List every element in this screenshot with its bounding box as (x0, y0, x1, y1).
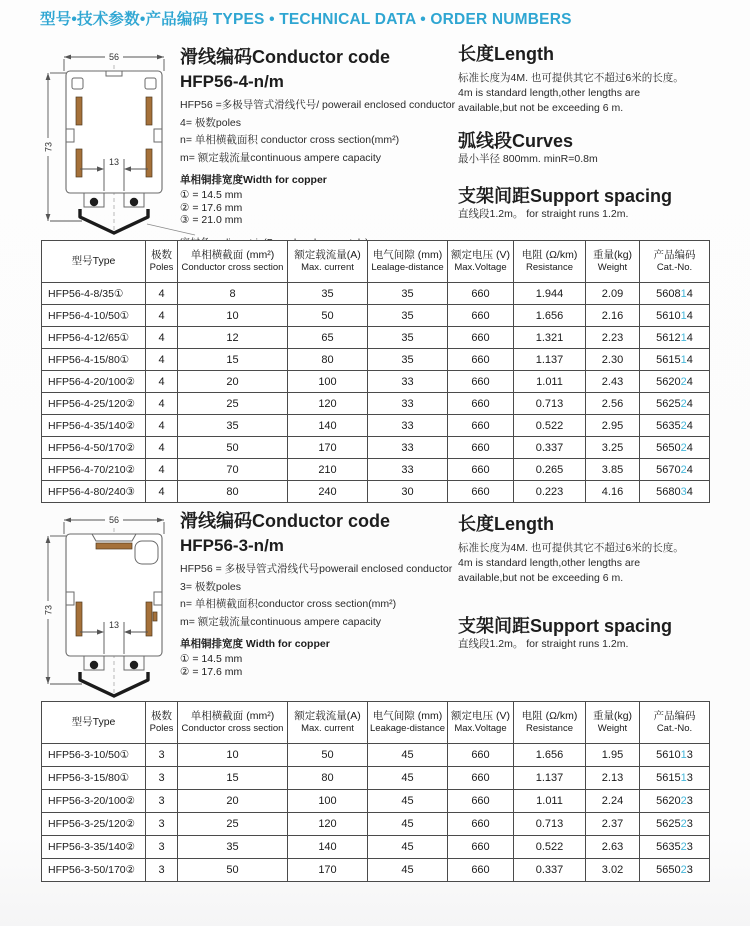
table-row (42, 767, 710, 790)
cat-no-cell (640, 859, 710, 882)
max-current-cell: 170 (288, 437, 368, 459)
cat-no-segment: 5612 (656, 331, 681, 344)
type-cell: HFP56-4-80/240③ (42, 481, 146, 503)
cross-section-cell: 15 (178, 349, 288, 371)
cat-no-cell (640, 349, 710, 371)
type-cell: HFP56-3-20/100② (42, 790, 146, 813)
col-header-poles: 极数 Poles (146, 241, 178, 283)
max-voltage-cell: 660 (448, 767, 514, 790)
cat-no-cell (640, 305, 710, 327)
cat-no-segment: 3 (686, 818, 693, 830)
info-line: 直线段1.2m。 for straight runs 1.2m. (458, 638, 629, 650)
weight-cell: 2.09 (586, 283, 640, 305)
max-voltage-cell: 660 (448, 371, 514, 393)
cat-no-segment: 3 (686, 841, 693, 853)
max-current-cell: 120 (288, 393, 368, 415)
cat-no-segment: 4 (686, 397, 693, 410)
cross-section-cell: 50 (178, 437, 288, 459)
poles-cell: 3 (146, 744, 178, 767)
leakage-distance-cell: 33 (368, 415, 448, 437)
copper-tab (153, 612, 157, 621)
poles-cell: 3 (146, 767, 178, 790)
table-row (42, 459, 710, 481)
cat-no-segment: 3 (686, 749, 693, 761)
resistance-cell: 0.337 (514, 859, 586, 882)
code-legend-line: 4= 极数poles (180, 116, 241, 129)
cat-no-highlight-digit: 2 (680, 864, 687, 876)
dimension-label-height: 73 (43, 141, 54, 153)
leakage-distance-cell: 35 (368, 283, 448, 305)
cat-no-highlight-digit: 2 (680, 841, 687, 853)
col-header-leakage-distance: 电气间隙 (mm) Lealage-distance (368, 241, 448, 283)
weight-cell: 2.16 (586, 305, 640, 327)
copper-width-option: ① = 14.5 mm (180, 653, 243, 665)
cat-no-segment: 5620 (656, 375, 681, 388)
poles-cell: 3 (146, 813, 178, 836)
copper-width-option: ③ = 21.0 mm (180, 214, 243, 226)
info-line: available,but not be exceeding 6 m. (458, 102, 624, 114)
cross-section-cell: 25 (178, 393, 288, 415)
col-header-resistance: 电阻 (Ω/km) Resistance (514, 241, 586, 283)
info-line: 最小半径 800mm. minR=0.8m (458, 153, 598, 165)
code-legend-line: HFP56 = 多极导管式滑线代号powerail enclosed conductor (180, 563, 453, 575)
info-line: available,but not be exceeding 6 m. (458, 572, 624, 584)
leakage-distance-cell: 30 (368, 481, 448, 503)
poles-cell: 4 (146, 459, 178, 481)
cat-no-segment: 3 (686, 864, 693, 876)
type-cell: HFP56-4-35/140② (42, 415, 146, 437)
weight-cell: 1.95 (586, 744, 640, 767)
copper-bar (146, 149, 152, 177)
info-title: 支架间距Support spacing (458, 616, 673, 636)
max-current-cell: 100 (288, 790, 368, 813)
header-row (42, 702, 710, 744)
type-cell: HFP56-3-15/80① (42, 767, 146, 790)
table-row (42, 305, 710, 327)
poles-cell: 3 (146, 836, 178, 859)
table-row (42, 481, 710, 503)
leakage-distance-cell: 33 (368, 371, 448, 393)
poles-cell: 4 (146, 437, 178, 459)
info-title: 支架间距Support spacing (458, 186, 673, 206)
rail-cross-section-4pole-diagram (34, 45, 196, 237)
weight-cell: 2.13 (586, 767, 640, 790)
poles-cell: 4 (146, 305, 178, 327)
cat-no-segment: 5650 (656, 441, 681, 454)
resistance-cell: 0.265 (514, 459, 586, 481)
max-current-cell: 80 (288, 767, 368, 790)
cat-no-segment: 4 (686, 485, 693, 498)
resistance-cell: 1.011 (514, 790, 586, 813)
type-cell: HFP56-4-12/65① (42, 327, 146, 349)
contact-stud (130, 661, 138, 669)
resistance-cell: 0.337 (514, 437, 586, 459)
max-voltage-cell: 660 (448, 481, 514, 503)
weight-cell: 3.85 (586, 459, 640, 481)
info-line: 4m is standard length,other lengths are (458, 87, 641, 99)
info-line: 直线段1.2m。 for straight runs 1.2m. (458, 208, 629, 220)
col-header-leakage-distance: 电气间隙 (mm) Leakage-distance (368, 702, 448, 744)
poles-cell: 4 (146, 415, 178, 437)
cross-section-cell: 15 (178, 767, 288, 790)
table-row (42, 744, 710, 767)
poles-cell: 3 (146, 859, 178, 882)
code-legend-line: 3= 极数poles (180, 580, 241, 593)
weight-cell: 2.23 (586, 327, 640, 349)
table-row (42, 371, 710, 393)
table-row (42, 349, 710, 371)
cat-no-cell (640, 813, 710, 836)
max-current-cell: 120 (288, 813, 368, 836)
copper-bar (76, 149, 82, 177)
leakage-distance-cell: 45 (368, 836, 448, 859)
col-header-poles: 极数 Poles (146, 702, 178, 744)
cross-section-cell: 12 (178, 327, 288, 349)
col-header-max-voltage: 额定电压 (V) Max.Voltage (448, 241, 514, 283)
rail-profile (66, 71, 162, 207)
cat-no-segment: 4 (686, 287, 693, 300)
poles-cell: 3 (146, 790, 178, 813)
cat-no-cell (640, 415, 710, 437)
max-current-cell: 100 (288, 371, 368, 393)
resistance-cell: 1.656 (514, 744, 586, 767)
info-title: 弧线段Curves (458, 131, 574, 151)
cross-section-cell: 20 (178, 371, 288, 393)
info-line: 标准长度为4M. 也可提供其它不超过6米的长度。 (458, 72, 684, 84)
cat-no-segment: 5610 (656, 309, 681, 322)
weight-cell: 2.56 (586, 393, 640, 415)
type-cell: HFP56-4-25/120② (42, 393, 146, 415)
copper-width-option: ② = 17.6 mm (180, 201, 243, 214)
cat-no-segment: 5608 (656, 287, 681, 300)
max-voltage-cell: 660 (448, 744, 514, 767)
resistance-cell: 0.713 (514, 393, 586, 415)
cat-no-highlight-digit: 2 (680, 419, 687, 432)
max-current-cell: 50 (288, 305, 368, 327)
code-legend-line: HFP56 =多极导管式滑线代号/ powerail enclosed conductor (180, 99, 456, 111)
cat-no-segment: 5670 (656, 463, 681, 476)
cross-section-cell: 10 (178, 744, 288, 767)
cat-no-segment: 5635 (656, 841, 681, 853)
model-code: HFP56-4-n/m (180, 72, 284, 91)
page-title: 型号•技术参数•产品编码 TYPES • TECHNICAL DATA • ORDER NUMBERS (40, 11, 572, 28)
leakage-distance-cell: 45 (368, 859, 448, 882)
cat-no-segment: 3 (686, 772, 693, 784)
copper-width-title: 单相铜排宽度Width for copper (180, 174, 327, 186)
table-row (42, 283, 710, 305)
type-cell: HFP56-4-10/50① (42, 305, 146, 327)
cat-no-segment: 4 (686, 463, 693, 476)
model-code: HFP56-3-n/m (180, 536, 284, 555)
poles-cell: 4 (146, 481, 178, 503)
type-cell: HFP56-3-50/170② (42, 859, 146, 882)
cat-no-segment: 4 (686, 441, 693, 454)
cross-section-cell: 80 (178, 481, 288, 503)
cat-no-segment: 5610 (656, 749, 681, 761)
cat-no-cell (640, 767, 710, 790)
max-current-cell: 140 (288, 836, 368, 859)
max-current-cell: 65 (288, 327, 368, 349)
cat-no-highlight-digit: 2 (680, 818, 687, 830)
conductor-code-block-2 (180, 511, 472, 678)
cat-no-highlight-digit: 1 (680, 749, 687, 761)
dimension-label-inner: 13 (108, 620, 120, 630)
max-voltage-cell: 660 (448, 459, 514, 481)
cat-no-highlight-digit: 1 (680, 353, 687, 366)
leakage-distance-cell: 45 (368, 790, 448, 813)
max-voltage-cell: 660 (448, 305, 514, 327)
col-header-cat-no: 产品编码 Cat.-No. (640, 702, 710, 744)
leakage-distance-cell: 35 (368, 349, 448, 371)
cat-no-segment: 5650 (656, 864, 681, 876)
col-header-weight: 重量(kg) Weight (586, 241, 640, 283)
cross-section-cell: 25 (178, 813, 288, 836)
leakage-distance-cell: 33 (368, 437, 448, 459)
length-block-1 (458, 44, 743, 116)
length-block-2 (458, 514, 743, 586)
cat-no-highlight-digit: 1 (680, 287, 687, 300)
weight-cell: 2.37 (586, 813, 640, 836)
code-legend-line: m= 额定载流量continuous ampere capacity (180, 615, 382, 628)
table-row (42, 859, 710, 882)
cat-no-cell (640, 459, 710, 481)
col-header-type: 型号Type (42, 702, 146, 744)
cat-no-cell (640, 371, 710, 393)
leakage-distance-cell: 33 (368, 393, 448, 415)
dimension-label-width: 56 (108, 515, 120, 525)
max-voltage-cell: 660 (448, 327, 514, 349)
max-voltage-cell: 660 (448, 836, 514, 859)
leakage-distance-cell: 45 (368, 767, 448, 790)
cross-section-cell: 20 (178, 790, 288, 813)
code-legend-line: m= 额定载流量continuous ampere capacity (180, 151, 382, 164)
max-current-cell: 35 (288, 283, 368, 305)
col-header-max-voltage: 额定电压 (V) Max.Voltage (448, 702, 514, 744)
info-line: 4m is standard length,other lengths are (458, 557, 641, 569)
weight-cell: 2.95 (586, 415, 640, 437)
resistance-cell: 1.011 (514, 371, 586, 393)
leakage-distance-cell: 35 (368, 327, 448, 349)
weight-cell: 2.63 (586, 836, 640, 859)
copper-bar (146, 602, 152, 636)
cat-no-cell (640, 481, 710, 503)
weight-cell: 2.24 (586, 790, 640, 813)
cat-no-segment: 4 (686, 353, 693, 366)
weight-cell: 2.43 (586, 371, 640, 393)
resistance-cell: 1.137 (514, 767, 586, 790)
cat-no-segment: 4 (686, 309, 693, 322)
copper-width-option: ② = 17.6 mm (180, 665, 243, 678)
cross-section-cell: 8 (178, 283, 288, 305)
max-current-cell: 50 (288, 744, 368, 767)
curves-block (458, 131, 743, 167)
contact-stud (90, 661, 98, 669)
dimension-label-height: 73 (43, 604, 54, 616)
contact-stud (130, 198, 138, 206)
type-cell: HFP56-4-20/100② (42, 371, 146, 393)
max-voltage-cell: 660 (448, 437, 514, 459)
cat-no-highlight-digit: 1 (680, 772, 687, 784)
cat-no-cell (640, 790, 710, 813)
max-current-cell: 170 (288, 859, 368, 882)
resistance-cell: 0.223 (514, 481, 586, 503)
weight-cell: 4.16 (586, 481, 640, 503)
cat-no-segment: 3 (686, 795, 693, 807)
col-header-cross-section: 单相横截面 (mm²) Conductor cross section (178, 241, 288, 283)
resistance-cell: 1.137 (514, 349, 586, 371)
table-row (42, 415, 710, 437)
header-row (42, 241, 710, 283)
poles-cell: 4 (146, 327, 178, 349)
max-voltage-cell: 660 (448, 813, 514, 836)
cross-section-cell: 70 (178, 459, 288, 481)
poles-cell: 4 (146, 349, 178, 371)
cross-section-cell: 50 (178, 859, 288, 882)
cat-no-highlight-digit: 2 (680, 397, 687, 410)
cat-no-cell (640, 327, 710, 349)
leakage-distance-cell: 45 (368, 744, 448, 767)
copper-bar (76, 602, 82, 636)
poles-cell: 4 (146, 283, 178, 305)
poles-cell: 4 (146, 371, 178, 393)
max-voltage-cell: 660 (448, 393, 514, 415)
cross-section-cell: 35 (178, 836, 288, 859)
resistance-cell: 1.944 (514, 283, 586, 305)
max-voltage-cell: 660 (448, 859, 514, 882)
cat-no-segment: 4 (686, 419, 693, 432)
cat-no-highlight-digit: 2 (680, 463, 687, 476)
type-cell: HFP56-4-8/35① (42, 283, 146, 305)
conductor-code-block-1 (180, 47, 472, 249)
table-row (42, 437, 710, 459)
rail-cross-section-3pole-diagram (34, 508, 196, 700)
cat-no-segment: 5615 (656, 353, 681, 366)
cat-no-segment: 5625 (656, 818, 681, 830)
table-row (42, 836, 710, 859)
cat-no-cell (640, 744, 710, 767)
cat-no-segment: 5620 (656, 795, 681, 807)
col-header-max-current: 额定载流量(A) Max. current (288, 241, 368, 283)
table-row (42, 790, 710, 813)
max-current-cell: 240 (288, 481, 368, 503)
max-voltage-cell: 660 (448, 790, 514, 813)
weight-cell: 2.30 (586, 349, 640, 371)
cat-no-segment: 5625 (656, 397, 681, 410)
resistance-cell: 1.321 (514, 327, 586, 349)
info-title: 长度Length (458, 514, 554, 534)
cat-no-highlight-digit: 2 (680, 441, 687, 454)
weight-cell: 3.02 (586, 859, 640, 882)
cat-no-cell (640, 836, 710, 859)
col-header-cross-section: 单相横截面 (mm²) Conductor cross section (178, 702, 288, 744)
max-voltage-cell: 660 (448, 283, 514, 305)
resistance-cell: 0.713 (514, 813, 586, 836)
leakage-distance-cell: 33 (368, 459, 448, 481)
cat-no-highlight-digit: 2 (680, 795, 687, 807)
max-voltage-cell: 660 (448, 415, 514, 437)
cat-no-segment: 4 (686, 331, 693, 344)
col-header-max-current: 额定载流量(A) Max. current (288, 702, 368, 744)
code-legend-line: n= 单相横截面积 conductor cross section(mm²) (180, 134, 400, 146)
leakage-distance-cell: 35 (368, 305, 448, 327)
type-cell: HFP56-4-15/80① (42, 349, 146, 371)
type-cell: HFP56-3-10/50① (42, 744, 146, 767)
cat-no-segment: 5635 (656, 419, 681, 432)
copper-width-title: 单相铜排宽度 Width for copper (180, 638, 330, 650)
table-row (42, 813, 710, 836)
cross-section-cell: 35 (178, 415, 288, 437)
cat-no-highlight-digit: 3 (680, 485, 687, 498)
technical-data-table-4pole (41, 240, 710, 503)
col-header-type: 型号Type (42, 241, 146, 283)
cat-no-highlight-digit: 1 (680, 309, 687, 322)
copper-bar (96, 543, 132, 549)
code-legend-line: n= 单相横截面积conductor cross section(mm²) (180, 598, 397, 610)
info-title: 长度Length (458, 44, 554, 64)
cat-no-segment: 4 (686, 375, 693, 388)
resistance-cell: 0.522 (514, 836, 586, 859)
cat-no-highlight-digit: 1 (680, 331, 687, 344)
support-spacing-block-1 (458, 186, 743, 222)
section-title: 滑线编码Conductor code (180, 47, 390, 67)
rail-profile (66, 534, 162, 670)
poles-cell: 4 (146, 393, 178, 415)
copper-bar (76, 97, 82, 125)
leakage-distance-cell: 45 (368, 813, 448, 836)
cat-no-cell (640, 393, 710, 415)
table-row (42, 327, 710, 349)
type-cell: HFP56-4-70/210② (42, 459, 146, 481)
type-cell: HFP56-3-35/140② (42, 836, 146, 859)
type-cell: HFP56-4-50/170② (42, 437, 146, 459)
support-spacing-block-2 (458, 616, 743, 652)
copper-bar (146, 97, 152, 125)
cat-no-highlight-digit: 2 (680, 375, 687, 388)
copper-width-option: ① = 14.5 mm (180, 189, 243, 201)
dimension-label-inner: 13 (108, 157, 120, 167)
dimension-label-width: 56 (108, 52, 120, 62)
col-header-resistance: 电阻 (Ω/km) Resistance (514, 702, 586, 744)
cat-no-segment: 5615 (656, 772, 681, 784)
cat-no-segment: 5680 (656, 485, 681, 498)
type-cell: HFP56-3-25/120② (42, 813, 146, 836)
col-header-cat-no: 产品编码 Cat.-No. (640, 241, 710, 283)
table-row (42, 393, 710, 415)
cat-no-cell (640, 437, 710, 459)
cat-no-cell (640, 283, 710, 305)
technical-data-table-3pole (41, 701, 710, 882)
max-current-cell: 140 (288, 415, 368, 437)
max-current-cell: 80 (288, 349, 368, 371)
contact-stud (90, 198, 98, 206)
max-voltage-cell: 660 (448, 349, 514, 371)
weight-cell: 3.25 (586, 437, 640, 459)
info-line: 标准长度为4M. 也可提供其它不超过6米的长度。 (458, 542, 684, 554)
section-title: 滑线编码Conductor code (180, 511, 390, 531)
resistance-cell: 0.522 (514, 415, 586, 437)
cross-section-cell: 10 (178, 305, 288, 327)
max-current-cell: 210 (288, 459, 368, 481)
col-header-weight: 重量(kg) Weight (586, 702, 640, 744)
resistance-cell: 1.656 (514, 305, 586, 327)
